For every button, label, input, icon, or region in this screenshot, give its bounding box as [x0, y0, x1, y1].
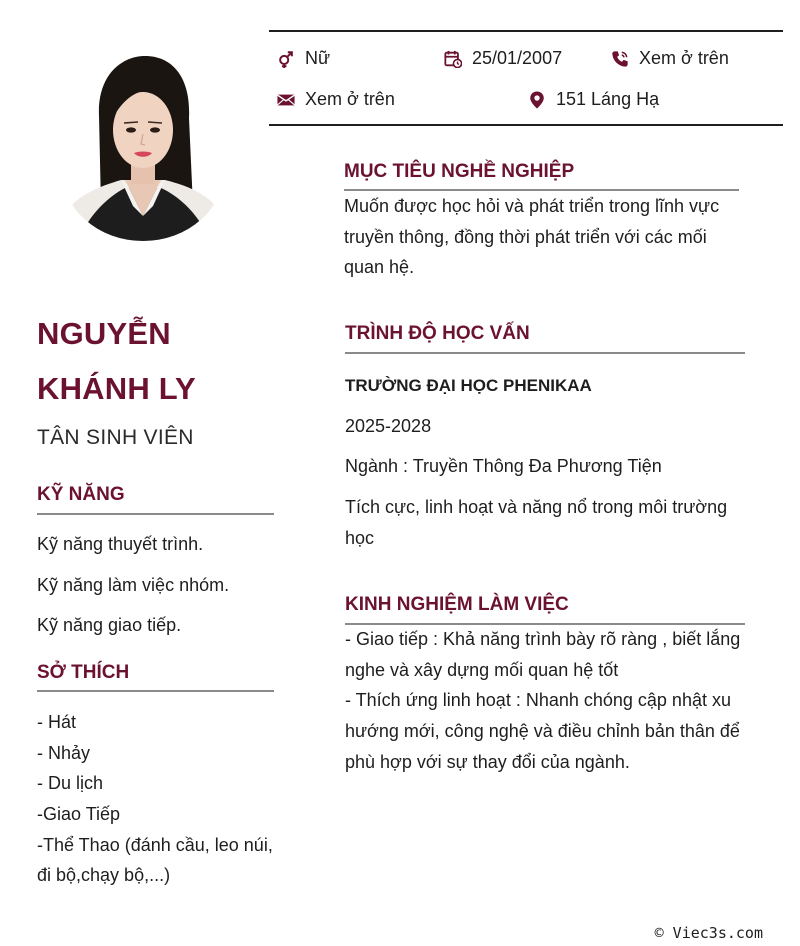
contact-gender: [277, 48, 330, 69]
gender-text: Nữ: [305, 48, 331, 68]
contact-email: [277, 89, 395, 110]
experience-line: phù hợp với sự thay đổi của ngành.: [345, 752, 630, 772]
gender-icon: [277, 50, 295, 68]
envelope-icon: [277, 91, 295, 109]
skill-item: Kỹ năng làm việc nhóm.: [37, 575, 230, 595]
experience-heading: KINH NGHIỆM LÀM VIỆC: [345, 594, 569, 615]
skill-item: Kỹ năng thuyết trình.: [37, 534, 204, 554]
skills-heading: KỸ NĂNG: [37, 484, 125, 505]
name-line-1: NGUYỄN: [37, 316, 171, 351]
footer-credit: © Viec3s.com: [654, 924, 763, 942]
hobby-item: - Hát: [37, 712, 77, 732]
education-note-line: Tích cực, linh hoạt và năng nổ trong môi trường: [345, 497, 728, 517]
hobby-item: -Thể Thao (đánh cầu, leo núi,: [37, 835, 273, 855]
education-years: 2025-2028: [345, 416, 432, 436]
hobby-item: - Nhảy: [37, 743, 91, 763]
address-text: 151 Láng Hạ: [556, 89, 660, 109]
objective-line: quan hệ.: [344, 257, 415, 277]
education-major: Ngành : Truyền Thông Đa Phương Tiện: [345, 456, 662, 476]
email-text: Xem ở trên: [305, 89, 395, 109]
experience-line: nghe và xây dựng mối quan hệ tốt: [345, 660, 619, 680]
location-pin-icon: [528, 91, 546, 109]
hobbies-divider: [37, 690, 274, 692]
education-note-line: học: [345, 528, 375, 548]
name-line-2: KHÁNH LY: [37, 371, 196, 406]
objective-heading: MỤC TIÊU NGHỀ NGHIỆP: [344, 161, 575, 182]
hobby-item: - Du lịch: [37, 773, 104, 793]
calendar-icon: [444, 50, 462, 68]
objective-line: truyền thông, đồng thời phát triển với các mối: [344, 227, 707, 247]
portrait-image: [61, 56, 225, 241]
avatar: [61, 56, 225, 241]
contact-bar: [269, 30, 783, 126]
experience-line: - Giao tiếp : Khả năng trình bày rõ ràng , biết lắng: [345, 629, 741, 649]
contact-phone: [611, 48, 729, 69]
phone-text: Xem ở trên: [639, 48, 729, 68]
education-heading: TRÌNH ĐỘ HỌC VẤN: [345, 323, 530, 344]
education-divider: [345, 352, 745, 354]
birthdate-text: 25/01/2007: [472, 48, 563, 68]
contact-birthdate: [444, 48, 562, 69]
hobby-item: đi bộ,chạy bộ,...): [37, 865, 171, 885]
hobbies-heading: SỞ THÍCH: [37, 662, 130, 683]
skill-item: Kỹ năng giao tiếp.: [37, 615, 182, 635]
school-name: TRƯỜNG ĐẠI HỌC PHENIKAA: [345, 376, 592, 395]
skills-divider: [37, 513, 274, 515]
job-title: TÂN SINH VIÊN: [37, 426, 194, 449]
contact-address: [528, 89, 659, 110]
phone-icon: [611, 50, 629, 68]
experience-line: hướng mới, công nghệ và điều chỉnh bản thân để: [345, 721, 740, 741]
hobby-item: -Giao Tiếp: [37, 804, 121, 824]
experience-line: - Thích ứng linh hoạt : Nhanh chóng cập nhật xu: [345, 690, 731, 710]
objective-line: Muốn được học hỏi và phát triển trong lĩnh vực: [344, 196, 720, 216]
